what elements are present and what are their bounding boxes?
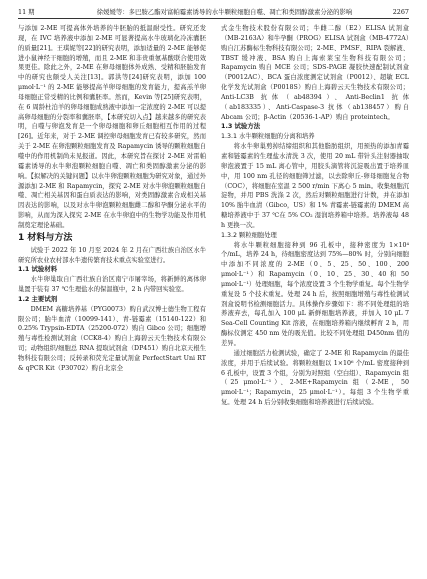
reagents-paragraph: DMEM 高糖培养基（PYG0073）购自武汉博士德生物工程有限公司；胎牛血清（10099-141）、青-链霉素（15140-122）和 0.25% Trypsin-EDTA（25200-072）购自 Gibco 公司；细胞增殖与毒性检测试剂盒（CCK8-4）购自上海碧云天生物技术有限公司；动物组织/细胞总 RNA 提取试剂盒（DP451）购自北京天根生物科技有限公司；反转录和荧光定量试剂盒 PerfectStart Uni RT & qPCR Kit（P30702）购自北京全 (18, 305, 206, 372)
materials-paragraph: 水牛卵巢取自广西壮族自治区南宁市屠宰场，将新鲜的离体卵巢置于装有 37 ℃生理盐水的保温瓶中，2 h 内带回实验室。 (18, 276, 206, 294)
reagents-paragraph-continued: 式金生物技术股份有限公司；牛雌二醇（E2）ELISA 试剂盒（MB-2163A）和牛孕酮（PROG）ELISA 试剂盒（MB-4772A）购自江苏酶标生物科技有限公司；2-ME、PMSF、RIPA 裂解液、TBST 缓冲液、BSA 购自上海索莱宝生物科技有限公司；Rapamycin 购自 MCE 公司；SDS-PAGE 凝胶快速配制试剂盒（P0012AC）、BCA 蛋白浓度测定试剂盒（P0012）、超敏 ECL 化学发光试剂盒（P0018S）购自上海碧云天生物技术有限公司；Anti-LC3B 抗体（ab48394）、Anti-Beclin1 抗体（ab183335）、Anti-Caspase-3 抗体（ab138457）购自 Abcam 公司；β-Actin（20536-1-AP）购自 proteintech。 (221, 25, 409, 121)
left-column (18, 24, 206, 572)
running-header (18, 6, 409, 19)
section-1-2-heading: 1.2 主要试剂 (18, 294, 58, 303)
running-title: 徐媛媛等：多巴胺乙酯对富帕霉素诱导的水牛颗粒细胞自噬、凋亡和类固醇激素分泌的影响 (96, 8, 353, 16)
experiment-location-paragraph: 试验于 2022 年 10 月至 2024 年 2 月在广西壮族自治区水牛研究所农业农村部水牛遗传繁育技术重点实验室进行。 (18, 246, 206, 264)
page-number: 2267 (392, 8, 409, 16)
cell-treatment-paragraph: 将水牛颗粒细胞接种到 96 孔板中，接种密度为 1×10⁴ 个/mL，培养 24 h，待细胞密度达到 75%—80% 时，分别向细胞中添加不同浓度的 2-ME（0、5、25、50、100、200 μmol·L⁻¹）和 Rapamycin（0、10、25、30、40 和 50 μmol·L⁻¹）处理细胞，每个浓度设置 3 个生物学重复。每个生物学重复设 5 个技术重复。处理 24 h 后，按照细胞增殖与毒性检测试剂盒说明书检测细胞活力。具体操作步骤如下：将不同处理组的培养液弃去，每孔加入 100 μL 新鲜细胞培养液，并加入 10 μL 7 Sea-Cell Counting Kit 溶液，在细胞培养箱内继续孵育 2 h，用酶标仪测定 450 nm 处的吸光值。比较不同处理组 D450nm 值的差异。 (221, 241, 409, 347)
intro-paragraph-continued: 与添加 2-ME 可提高体外培养的牛胚胎的抵温耐受性。研究还发现，在 IVC 培养液中添加 2-ME 可显著提高水牛玻璃化冷冻囊胚的质量[21]。王琪妮等[22]的研究表明，添加适量的 2-ME 能够促进小鼠神经干细胞的增殖，而且 2-ME 和非贵重氨基酸联合使用效果更佳。除此之外，2-ME 在卵母细胞体外成熟、受精和胚胎发育中的研究也颇受人关注[13]。郭洪等[24]研究表明，添加 100 μmol·L⁻¹ 的 2-ME 能够提高羊卵母细胞的发育能力，提高羔羊卵母细胞正常受精的比例和囊胚率。然而，Kevin 等[25]研究表明，在 6 周龄杜泊羊的卵母细胞成熟液中添加一定浓度的 2-ME 可以提高卵母细胞的分裂率和囊胚率，【本研究切入点】越来越多的研究表明，自噬与卵泡发育是一个卵母细胞和卵丘细胞相互作用的过程[26]。近年来，对于 2-ME 调控卵母细胞发育已有较多研究，然而关于 2-ME 在卵泡颗粒细胞发育及 Rapamycin 诱导的颗粒细胞自噬中的作用机制尚未见报道。因此，本研究旨在探讨 2-ME 对雷帕霉素诱导的水牛卵泡颗粒细胞自噬、凋亡和类固醇激素分泌的影响。【拟解决的关键问题】以水牛卵泡颗粒细胞为研究对象，通过外源添加 2-ME 和 Rapamycin，探究 2-ME 对水牛卵泡颗粒细胞自噬、凋亡相关基因和蛋白质表达的影响，对类固醇激素合成相关基因表达的影响，以及对水牛卵泡颗粒细胞雌二醇和孕酮分泌水平的影响，从而为深入探究 2-ME 在水牛卵泡中的生物学功能及作用机制奠定理论基础。 (18, 25, 206, 229)
section-1-1-heading: 1.1 试验材料 (18, 265, 58, 274)
issue-number: 11 期 (18, 8, 35, 16)
grouping-paragraph: 通过细胞活力检测试验，确定了 2-ME 和 Rapamycin 的最佳浓度，并用于后续试验。将颗粒细胞以 1×10⁶ 个/mL 密度接种到 6 孔板中，设置 3 个组，分别为对照组（空白组）、Rapamycin 组（25 μmol·L⁻¹）、2-ME+Rapamycin 组（2-ME，50 μmol·L⁻¹；Rapamycin，25 μmol·L⁻¹）。每组 3 个生物学重复。处理 24 h 后分别收集细胞和培养液进行后续试验。 (221, 349, 409, 407)
right-column (221, 24, 409, 572)
section-1-3-heading: 1.3 试验方法 (221, 122, 261, 131)
section-1-3-2-heading: 1.3.2 颗粒细胞处理 (221, 231, 277, 239)
section-1-heading: 1 材料与方法 (18, 232, 73, 243)
section-1-3-1-heading: 1.3.1 水牛颗粒细胞的分离和培养 (221, 133, 315, 141)
cell-isolation-paragraph: 将水牛卵巢剪掉结缔组织和其他脂肪组织，用预热的添加青霉素和链霉素的生理盐水清洗 3 次，使用 20 mL 带针头注射器抽取卵泡液置于 15 mL 离心管中，用胶头滴管将沉淀吸出置于培养皿中，用 100 nm 孔径的细胞筛过滤，以去除卵丘-卵母细胞复合物（COC），将细胞在室温 2 500 r/min 下离心 5 min。收集细胞沉淀物，并用 PBS 洗涤 2 次，然后对颗粒细胞进行计数，并在添加 10% 胎牛血清（Gibco，US）和 1% 青霉素-链霉素的 DMEM 高糖培养液中于 37 ℃在 5% CO₂ 湿润培养箱中培养。培养液每 48 h 更换一次。 (221, 143, 409, 229)
